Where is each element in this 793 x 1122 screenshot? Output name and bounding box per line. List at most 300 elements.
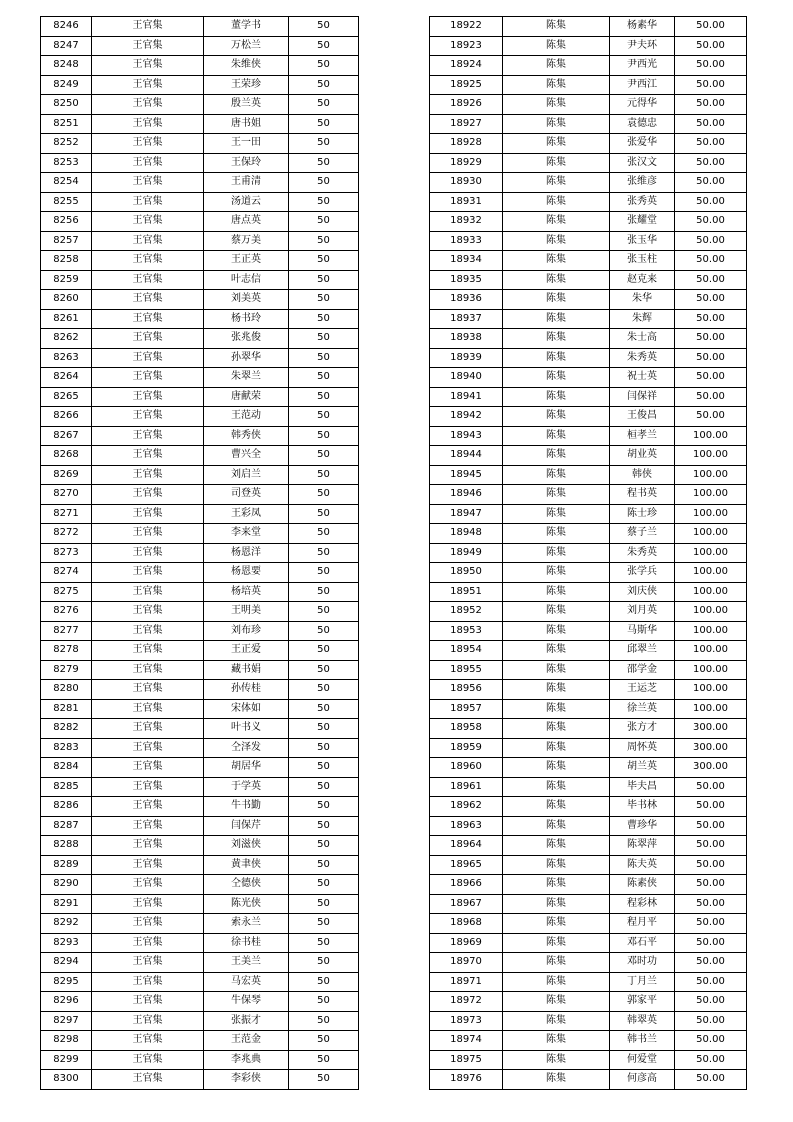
- amount-cell: 50: [289, 251, 359, 271]
- table-row: [430, 426, 747, 446]
- amount-cell: 50.00: [675, 17, 747, 37]
- serial-number-cell: 18974: [430, 1031, 503, 1051]
- village-cell: 王官集: [92, 972, 204, 992]
- amount-cell: 50: [289, 270, 359, 290]
- name-cell: 王保玲: [204, 153, 289, 173]
- name-cell: 杨恩洋: [204, 543, 289, 563]
- amount-cell: 50: [289, 660, 359, 680]
- table-row: [430, 992, 747, 1012]
- amount-cell: 50: [289, 992, 359, 1012]
- table-row: [430, 914, 747, 934]
- serial-number-cell: 8289: [41, 855, 92, 875]
- amount-cell: 100.00: [675, 641, 747, 661]
- name-cell: 张学兵: [610, 563, 675, 583]
- table-row: [430, 563, 747, 583]
- village-cell: 陈集: [503, 95, 610, 115]
- name-cell: 何彦高: [610, 1070, 675, 1090]
- amount-cell: 50: [289, 75, 359, 95]
- name-cell: 闫保祥: [610, 387, 675, 407]
- serial-number-cell: 18923: [430, 36, 503, 56]
- name-cell: 张耀堂: [610, 212, 675, 232]
- serial-number-cell: 8297: [41, 1011, 92, 1031]
- serial-number-cell: 18972: [430, 992, 503, 1012]
- table-row: [430, 153, 747, 173]
- name-cell: 王美兰: [204, 953, 289, 973]
- table-row: [41, 368, 359, 388]
- serial-number-cell: 8296: [41, 992, 92, 1012]
- serial-number-cell: 8246: [41, 17, 92, 37]
- serial-number-cell: 8281: [41, 699, 92, 719]
- amount-cell: 50: [289, 797, 359, 817]
- village-cell: 王官集: [92, 95, 204, 115]
- serial-number-cell: 18942: [430, 407, 503, 427]
- serial-number-cell: 8262: [41, 329, 92, 349]
- table-row: [430, 95, 747, 115]
- serial-number-cell: 18946: [430, 485, 503, 505]
- table-row: [41, 329, 359, 349]
- table-row: [430, 329, 747, 349]
- amount-cell: 300.00: [675, 738, 747, 758]
- table-row: [430, 524, 747, 544]
- name-cell: 张振才: [204, 1011, 289, 1031]
- serial-number-cell: 18960: [430, 758, 503, 778]
- village-cell: 王官集: [92, 465, 204, 485]
- village-cell: 陈集: [503, 407, 610, 427]
- name-cell: 刘启兰: [204, 465, 289, 485]
- name-cell: 叶志信: [204, 270, 289, 290]
- amount-cell: 50.00: [675, 153, 747, 173]
- amount-cell: 50.00: [675, 914, 747, 934]
- table-row: [41, 75, 359, 95]
- serial-number-cell: 18945: [430, 465, 503, 485]
- serial-number-cell: 18935: [430, 270, 503, 290]
- table-row: [41, 36, 359, 56]
- amount-cell: 50.00: [675, 309, 747, 329]
- amount-cell: 100.00: [675, 465, 747, 485]
- amount-cell: 50: [289, 1031, 359, 1051]
- name-cell: 汤道云: [204, 192, 289, 212]
- amount-cell: 50: [289, 582, 359, 602]
- name-cell: 韩秀侠: [204, 426, 289, 446]
- village-cell: 陈集: [503, 309, 610, 329]
- table-row: [41, 777, 359, 797]
- village-cell: 王官集: [92, 719, 204, 739]
- serial-number-cell: 18970: [430, 953, 503, 973]
- serial-number-cell: 18969: [430, 933, 503, 953]
- table-row: [430, 173, 747, 193]
- village-cell: 王官集: [92, 1050, 204, 1070]
- name-cell: 徐书桂: [204, 933, 289, 953]
- village-cell: 陈集: [503, 192, 610, 212]
- table-row: [430, 446, 747, 466]
- village-cell: 陈集: [503, 953, 610, 973]
- serial-number-cell: 18954: [430, 641, 503, 661]
- table-row: [430, 719, 747, 739]
- name-cell: 邓石平: [610, 933, 675, 953]
- name-cell: 蔡万美: [204, 231, 289, 251]
- amount-cell: 50.00: [675, 270, 747, 290]
- table-row: [41, 56, 359, 76]
- name-cell: 袁德忠: [610, 114, 675, 134]
- serial-number-cell: 8295: [41, 972, 92, 992]
- serial-number-cell: 8257: [41, 231, 92, 251]
- name-cell: 孙传桂: [204, 680, 289, 700]
- amount-cell: 50.00: [675, 36, 747, 56]
- amount-cell: 50: [289, 173, 359, 193]
- name-cell: 杨培英: [204, 582, 289, 602]
- table-row: [430, 816, 747, 836]
- amount-cell: 50: [289, 836, 359, 856]
- table-row: [430, 212, 747, 232]
- amount-cell: 100.00: [675, 582, 747, 602]
- amount-cell: 50.00: [675, 75, 747, 95]
- table-row: [41, 719, 359, 739]
- serial-number-cell: 8272: [41, 524, 92, 544]
- serial-number-cell: 18973: [430, 1011, 503, 1031]
- village-cell: 王官集: [92, 953, 204, 973]
- serial-number-cell: 18950: [430, 563, 503, 583]
- serial-number-cell: 8256: [41, 212, 92, 232]
- serial-number-cell: 18951: [430, 582, 503, 602]
- village-cell: 陈集: [503, 504, 610, 524]
- name-cell: 程彩林: [610, 894, 675, 914]
- name-cell: 王运芝: [610, 680, 675, 700]
- village-cell: 陈集: [503, 563, 610, 583]
- serial-number-cell: 8299: [41, 1050, 92, 1070]
- name-cell: 胡业英: [610, 446, 675, 466]
- serial-number-cell: 18958: [430, 719, 503, 739]
- amount-cell: 50.00: [675, 836, 747, 856]
- name-cell: 唐献荣: [204, 387, 289, 407]
- village-cell: 王官集: [92, 524, 204, 544]
- amount-cell: 100.00: [675, 504, 747, 524]
- name-cell: 陈翠萍: [610, 836, 675, 856]
- table-row: [430, 407, 747, 427]
- serial-number-cell: 8255: [41, 192, 92, 212]
- serial-number-cell: 18971: [430, 972, 503, 992]
- name-cell: 殷兰英: [204, 95, 289, 115]
- serial-number-cell: 8275: [41, 582, 92, 602]
- village-cell: 陈集: [503, 582, 610, 602]
- name-cell: 蔡子兰: [610, 524, 675, 544]
- name-cell: 邱翠兰: [610, 641, 675, 661]
- table-row: [41, 485, 359, 505]
- table-row: [41, 875, 359, 895]
- name-cell: 曹兴全: [204, 446, 289, 466]
- name-cell: 王荣珍: [204, 75, 289, 95]
- village-cell: 王官集: [92, 894, 204, 914]
- serial-number-cell: 18976: [430, 1070, 503, 1090]
- table-row: [41, 251, 359, 271]
- serial-number-cell: 18930: [430, 173, 503, 193]
- amount-cell: 100.00: [675, 426, 747, 446]
- amount-cell: 50: [289, 485, 359, 505]
- left-roster-table: [40, 16, 359, 1090]
- village-cell: 陈集: [503, 699, 610, 719]
- village-cell: 王官集: [92, 1031, 204, 1051]
- amount-cell: 50: [289, 212, 359, 232]
- name-cell: 程月平: [610, 914, 675, 934]
- amount-cell: 50.00: [675, 894, 747, 914]
- amount-cell: 100.00: [675, 563, 747, 583]
- village-cell: 王官集: [92, 153, 204, 173]
- name-cell: 刘布珍: [204, 621, 289, 641]
- name-cell: 张玉华: [610, 231, 675, 251]
- village-cell: 陈集: [503, 641, 610, 661]
- village-cell: 陈集: [503, 797, 610, 817]
- amount-cell: 50: [289, 1070, 359, 1090]
- serial-number-cell: 8271: [41, 504, 92, 524]
- table-row: [41, 680, 359, 700]
- amount-cell: 50: [289, 933, 359, 953]
- amount-cell: 50: [289, 348, 359, 368]
- table-row: [430, 134, 747, 154]
- table-row: [430, 582, 747, 602]
- table-row: [430, 309, 747, 329]
- table-row: [430, 368, 747, 388]
- name-cell: 陈素侠: [610, 875, 675, 895]
- village-cell: 陈集: [503, 602, 610, 622]
- amount-cell: 50.00: [675, 972, 747, 992]
- name-cell: 藏书娟: [204, 660, 289, 680]
- village-cell: 王官集: [92, 543, 204, 563]
- table-row: [430, 602, 747, 622]
- name-cell: 张秀英: [610, 192, 675, 212]
- name-cell: 何爱堂: [610, 1050, 675, 1070]
- village-cell: 陈集: [503, 738, 610, 758]
- amount-cell: 50: [289, 192, 359, 212]
- name-cell: 刘庆侠: [610, 582, 675, 602]
- village-cell: 陈集: [503, 1050, 610, 1070]
- amount-cell: 50: [289, 504, 359, 524]
- village-cell: 陈集: [503, 836, 610, 856]
- amount-cell: 50: [289, 95, 359, 115]
- table-row: [41, 660, 359, 680]
- amount-cell: 50.00: [675, 173, 747, 193]
- table-row: [41, 309, 359, 329]
- amount-cell: 50.00: [675, 192, 747, 212]
- village-cell: 陈集: [503, 680, 610, 700]
- name-cell: 胡居华: [204, 758, 289, 778]
- village-cell: 陈集: [503, 56, 610, 76]
- village-cell: 王官集: [92, 816, 204, 836]
- amount-cell: 50.00: [675, 329, 747, 349]
- name-cell: 朱翠兰: [204, 368, 289, 388]
- village-cell: 陈集: [503, 153, 610, 173]
- village-cell: 陈集: [503, 524, 610, 544]
- amount-cell: 100.00: [675, 660, 747, 680]
- table-row: [41, 348, 359, 368]
- name-cell: 韩侠: [610, 465, 675, 485]
- village-cell: 王官集: [92, 485, 204, 505]
- amount-cell: 50: [289, 621, 359, 641]
- name-cell: 刘滋侠: [204, 836, 289, 856]
- serial-number-cell: 18941: [430, 387, 503, 407]
- village-cell: 王官集: [92, 270, 204, 290]
- table-row: [430, 192, 747, 212]
- village-cell: 陈集: [503, 1011, 610, 1031]
- serial-number-cell: 18927: [430, 114, 503, 134]
- serial-number-cell: 8248: [41, 56, 92, 76]
- table-row: [41, 173, 359, 193]
- amount-cell: 50.00: [675, 1070, 747, 1090]
- name-cell: 丁月兰: [610, 972, 675, 992]
- village-cell: 陈集: [503, 933, 610, 953]
- amount-cell: 50.00: [675, 134, 747, 154]
- name-cell: 李兆典: [204, 1050, 289, 1070]
- name-cell: 韩书兰: [610, 1031, 675, 1051]
- amount-cell: 50: [289, 543, 359, 563]
- serial-number-cell: 18944: [430, 446, 503, 466]
- table-row: [41, 95, 359, 115]
- right-roster-table: [429, 16, 747, 1090]
- serial-number-cell: 18975: [430, 1050, 503, 1070]
- amount-cell: 50.00: [675, 855, 747, 875]
- village-cell: 王官集: [92, 17, 204, 37]
- serial-number-cell: 18959: [430, 738, 503, 758]
- village-cell: 王官集: [92, 426, 204, 446]
- village-cell: 王官集: [92, 134, 204, 154]
- name-cell: 董学书: [204, 17, 289, 37]
- table-row: [41, 290, 359, 310]
- amount-cell: 50: [289, 777, 359, 797]
- serial-number-cell: 18961: [430, 777, 503, 797]
- name-cell: 朱秀英: [610, 543, 675, 563]
- amount-cell: 50.00: [675, 777, 747, 797]
- amount-cell: 50.00: [675, 56, 747, 76]
- name-cell: 祝士英: [610, 368, 675, 388]
- name-cell: 张兆俊: [204, 329, 289, 349]
- village-cell: 陈集: [503, 816, 610, 836]
- table-row: [430, 465, 747, 485]
- village-cell: 陈集: [503, 621, 610, 641]
- amount-cell: 50.00: [675, 251, 747, 271]
- village-cell: 陈集: [503, 972, 610, 992]
- serial-number-cell: 8250: [41, 95, 92, 115]
- name-cell: 宋体如: [204, 699, 289, 719]
- serial-number-cell: 8267: [41, 426, 92, 446]
- amount-cell: 50: [289, 641, 359, 661]
- village-cell: 陈集: [503, 992, 610, 1012]
- serial-number-cell: 18965: [430, 855, 503, 875]
- serial-number-cell: 8285: [41, 777, 92, 797]
- amount-cell: 50.00: [675, 368, 747, 388]
- table-row: [41, 212, 359, 232]
- name-cell: 陈光侠: [204, 894, 289, 914]
- name-cell: 陈夫英: [610, 855, 675, 875]
- serial-number-cell: 8263: [41, 348, 92, 368]
- amount-cell: 50: [289, 17, 359, 37]
- table-row: [430, 953, 747, 973]
- village-cell: 王官集: [92, 582, 204, 602]
- village-cell: 王官集: [92, 758, 204, 778]
- village-cell: 陈集: [503, 173, 610, 193]
- table-row: [41, 1011, 359, 1031]
- table-row: [41, 953, 359, 973]
- amount-cell: 100.00: [675, 680, 747, 700]
- serial-number-cell: 8280: [41, 680, 92, 700]
- amount-cell: 50: [289, 153, 359, 173]
- name-cell: 王一田: [204, 134, 289, 154]
- table-row: [430, 738, 747, 758]
- serial-number-cell: 8260: [41, 290, 92, 310]
- name-cell: 朱维侠: [204, 56, 289, 76]
- name-cell: 王彩凤: [204, 504, 289, 524]
- table-row: [41, 621, 359, 641]
- serial-number-cell: 18931: [430, 192, 503, 212]
- village-cell: 王官集: [92, 309, 204, 329]
- table-row: [430, 894, 747, 914]
- village-cell: 陈集: [503, 368, 610, 388]
- amount-cell: 50: [289, 563, 359, 583]
- serial-number-cell: 18924: [430, 56, 503, 76]
- village-cell: 陈集: [503, 660, 610, 680]
- amount-cell: 50: [289, 719, 359, 739]
- village-cell: 陈集: [503, 75, 610, 95]
- name-cell: 周怀英: [610, 738, 675, 758]
- name-cell: 毕书林: [610, 797, 675, 817]
- name-cell: 司登英: [204, 485, 289, 505]
- village-cell: 陈集: [503, 270, 610, 290]
- table-row: [430, 680, 747, 700]
- amount-cell: 50.00: [675, 114, 747, 134]
- name-cell: 赵克来: [610, 270, 675, 290]
- table-row: [430, 251, 747, 271]
- serial-number-cell: 18952: [430, 602, 503, 622]
- table-row: [41, 582, 359, 602]
- village-cell: 陈集: [503, 855, 610, 875]
- amount-cell: 50: [289, 953, 359, 973]
- name-cell: 闫保芹: [204, 816, 289, 836]
- serial-number-cell: 18933: [430, 231, 503, 251]
- amount-cell: 50: [289, 36, 359, 56]
- village-cell: 陈集: [503, 348, 610, 368]
- amount-cell: 50: [289, 875, 359, 895]
- amount-cell: 50: [289, 387, 359, 407]
- village-cell: 王官集: [92, 992, 204, 1012]
- village-cell: 王官集: [92, 797, 204, 817]
- village-cell: 王官集: [92, 836, 204, 856]
- name-cell: 程书英: [610, 485, 675, 505]
- table-row: [430, 1050, 747, 1070]
- name-cell: 邵学金: [610, 660, 675, 680]
- amount-cell: 50: [289, 602, 359, 622]
- serial-number-cell: 8276: [41, 602, 92, 622]
- table-row: [430, 972, 747, 992]
- name-cell: 韩翠英: [610, 1011, 675, 1031]
- table-row: [41, 972, 359, 992]
- table-row: [430, 641, 747, 661]
- name-cell: 叶书义: [204, 719, 289, 739]
- serial-number-cell: 18962: [430, 797, 503, 817]
- serial-number-cell: 18938: [430, 329, 503, 349]
- amount-cell: 50.00: [675, 407, 747, 427]
- village-cell: 王官集: [92, 192, 204, 212]
- amount-cell: 50: [289, 914, 359, 934]
- table-row: [430, 17, 747, 37]
- serial-number-cell: 8253: [41, 153, 92, 173]
- table-row: [41, 446, 359, 466]
- serial-number-cell: 8284: [41, 758, 92, 778]
- serial-number-cell: 18949: [430, 543, 503, 563]
- name-cell: 张方才: [610, 719, 675, 739]
- table-row: [41, 933, 359, 953]
- village-cell: 陈集: [503, 290, 610, 310]
- name-cell: 朱辉: [610, 309, 675, 329]
- table-row: [430, 543, 747, 563]
- name-cell: 索永兰: [204, 914, 289, 934]
- amount-cell: 50.00: [675, 816, 747, 836]
